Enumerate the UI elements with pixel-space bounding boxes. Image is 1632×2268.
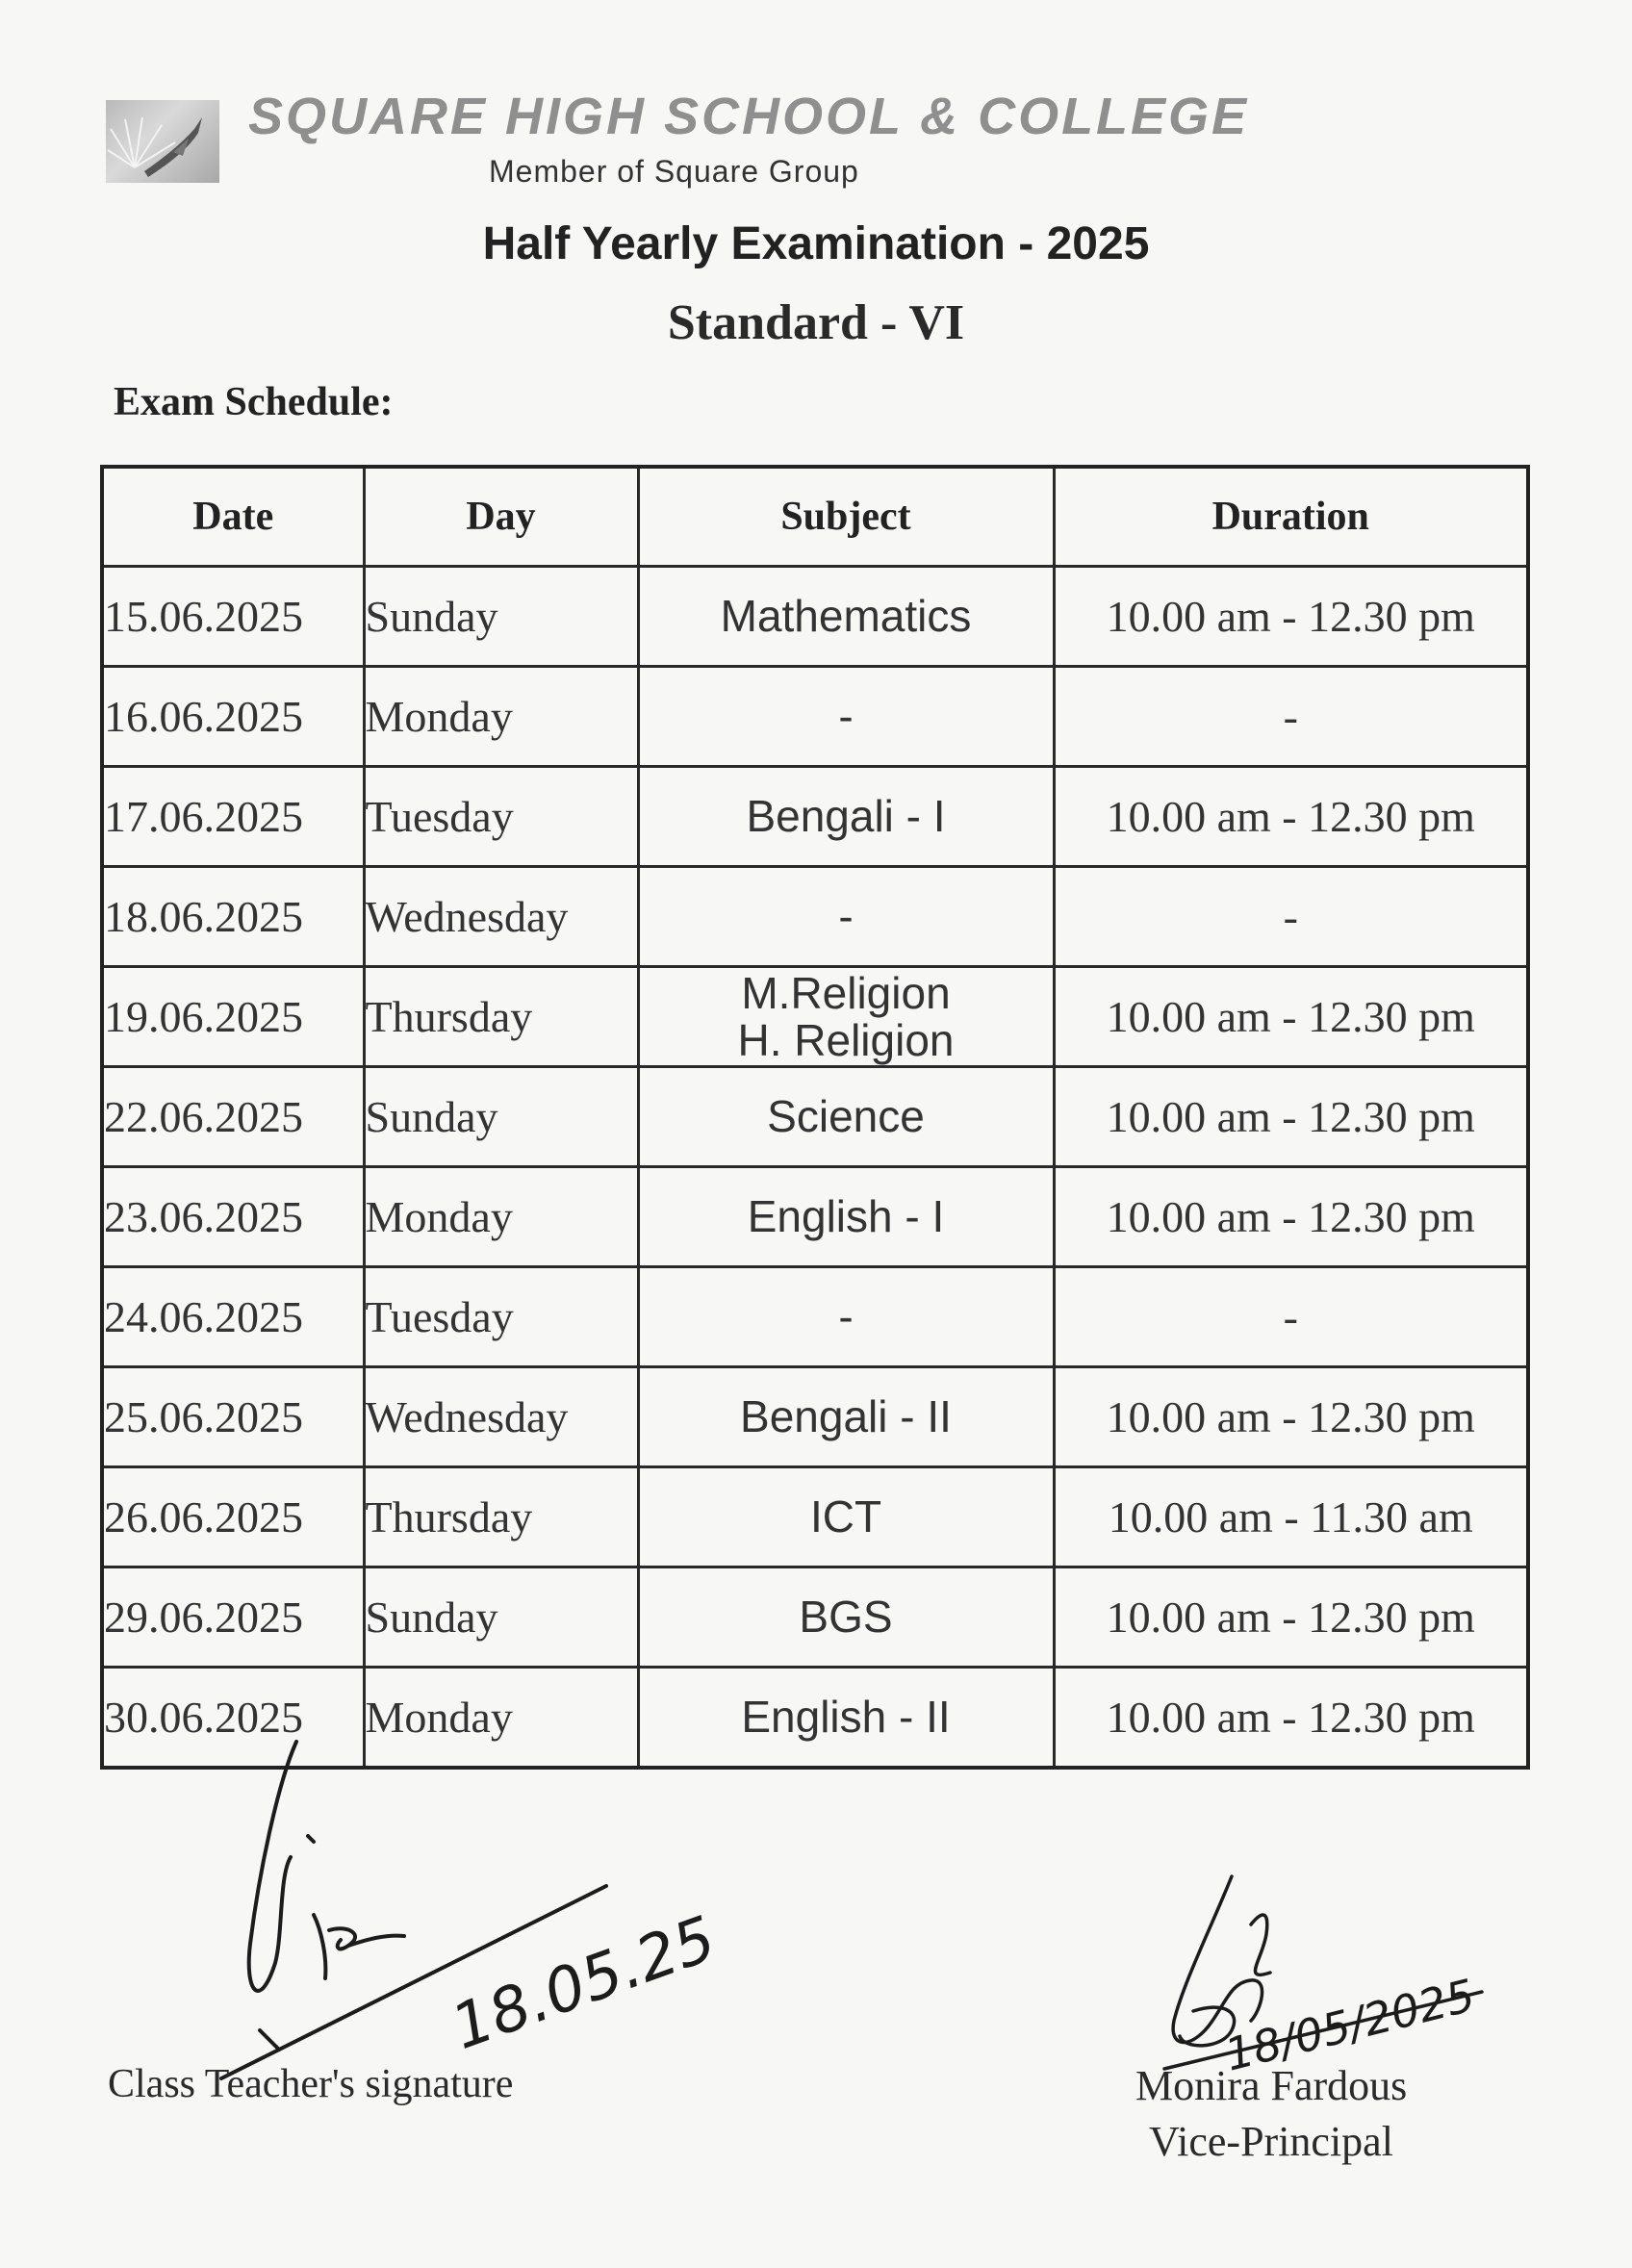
subject-cell bbox=[638, 567, 1054, 667]
date-cell: 17.06.2025 bbox=[102, 767, 364, 867]
column-header-duration: Duration bbox=[1054, 467, 1528, 567]
day-cell: Sunday bbox=[364, 567, 638, 667]
date-cell: 22.06.2025 bbox=[102, 1067, 364, 1167]
member-line: Member of Square Group bbox=[489, 154, 859, 189]
vice-principal-signature-date: 18/05/2025 bbox=[1219, 1969, 1480, 2081]
duration-cell: 10.00 am - 12.30 pm bbox=[1054, 1668, 1528, 1769]
table-row bbox=[102, 567, 1528, 667]
subject-cell bbox=[638, 1367, 1054, 1467]
subject-cell bbox=[638, 1267, 1054, 1367]
day-cell: Monday bbox=[364, 1668, 638, 1769]
exam-title: Half Yearly Examination - 2025 bbox=[482, 218, 1150, 269]
subject-cell bbox=[638, 1668, 1054, 1769]
table-row bbox=[102, 867, 1528, 967]
subject-cell bbox=[638, 1067, 1054, 1167]
subject-cell bbox=[638, 667, 1054, 767]
table-row bbox=[102, 1267, 1528, 1367]
school-name: SQUARE HIGH SCHOOL & COLLEGE bbox=[248, 88, 1250, 145]
subject-line: Bengali - II bbox=[740, 1391, 952, 1442]
subject-cell bbox=[638, 1167, 1054, 1267]
subject-cell bbox=[638, 1567, 1054, 1668]
column-header-subject: Subject bbox=[638, 467, 1054, 567]
date-cell: 19.06.2025 bbox=[102, 967, 364, 1067]
header-row bbox=[102, 467, 1528, 567]
exam-schedule-table bbox=[100, 465, 1530, 1770]
day-cell: Monday bbox=[364, 667, 638, 767]
day-cell: Thursday bbox=[364, 967, 638, 1067]
subject-cell bbox=[638, 867, 1054, 967]
date-cell: 30.06.2025 bbox=[102, 1668, 364, 1769]
sunrise-bird-icon bbox=[106, 100, 219, 183]
school-logo bbox=[106, 100, 219, 183]
day-cell: Tuesday bbox=[364, 1267, 638, 1367]
date-cell: 15.06.2025 bbox=[102, 567, 364, 667]
subject-line: M.Religion bbox=[741, 968, 951, 1019]
subject-line: Science bbox=[767, 1091, 925, 1142]
duration-cell: - bbox=[1054, 1267, 1528, 1367]
day-cell: Monday bbox=[364, 1167, 638, 1267]
column-header-date: Date bbox=[102, 467, 364, 567]
day-cell: Wednesday bbox=[364, 867, 638, 967]
column-header-day: Day bbox=[364, 467, 638, 567]
subject-line: - bbox=[838, 1291, 854, 1342]
duration-cell: 10.00 am - 12.30 pm bbox=[1054, 967, 1528, 1067]
table-row bbox=[102, 767, 1528, 867]
subject-line: ICT bbox=[809, 1491, 882, 1542]
duration-cell: - bbox=[1054, 667, 1528, 767]
duration-cell: 10.00 am - 11.30 am bbox=[1054, 1467, 1528, 1567]
table-row bbox=[102, 1567, 1528, 1668]
day-cell: Thursday bbox=[364, 1467, 638, 1567]
duration-cell: 10.00 am - 12.30 pm bbox=[1054, 1167, 1528, 1267]
subject-line: BGS bbox=[799, 1592, 893, 1643]
subject-line: H. Religion bbox=[737, 1014, 955, 1065]
date-cell: 23.06.2025 bbox=[102, 1167, 364, 1267]
subject-cell bbox=[638, 767, 1054, 867]
class-teacher-caption: Class Teacher's signature bbox=[108, 2062, 514, 2106]
duration-cell: 10.00 am - 12.30 pm bbox=[1054, 1367, 1528, 1467]
schedule-label: Exam Schedule: bbox=[114, 380, 394, 424]
date-cell: 26.06.2025 bbox=[102, 1467, 364, 1567]
class-teacher-signature bbox=[221, 1722, 726, 2078]
subject-line: Mathematics bbox=[720, 591, 972, 642]
table-row bbox=[102, 967, 1528, 1067]
vice-principal-name: Monira Fardous bbox=[1135, 2062, 1408, 2109]
day-cell: Sunday bbox=[364, 1067, 638, 1167]
duration-cell: 10.00 am - 12.30 pm bbox=[1054, 567, 1528, 667]
table-row bbox=[102, 1067, 1528, 1167]
day-cell: Sunday bbox=[364, 1567, 638, 1668]
table-row bbox=[102, 1367, 1528, 1467]
subject-cell bbox=[638, 1467, 1054, 1567]
duration-cell: 10.00 am - 12.30 pm bbox=[1054, 1067, 1528, 1167]
day-cell: Wednesday bbox=[364, 1367, 638, 1467]
standard-heading: Standard - VI bbox=[667, 295, 965, 350]
date-cell: 24.06.2025 bbox=[102, 1267, 364, 1367]
duration-cell: 10.00 am - 12.30 pm bbox=[1054, 1567, 1528, 1668]
schedule-rows bbox=[102, 567, 1528, 1769]
date-cell: 16.06.2025 bbox=[102, 667, 364, 767]
subject-line: English - I bbox=[747, 1191, 945, 1242]
table-row bbox=[102, 1167, 1528, 1267]
table-row bbox=[102, 667, 1528, 767]
duration-cell: - bbox=[1054, 867, 1528, 967]
date-cell: 29.06.2025 bbox=[102, 1567, 364, 1668]
subject-line: Bengali - I bbox=[746, 791, 946, 842]
table-row bbox=[102, 1467, 1528, 1567]
subject-cell bbox=[638, 967, 1054, 1067]
day-cell: Tuesday bbox=[364, 767, 638, 867]
teacher-signature-date: 18.05.25 bbox=[443, 1903, 726, 2065]
vice-principal-role: Vice-Principal bbox=[1149, 2118, 1393, 2165]
subject-line: - bbox=[838, 891, 854, 942]
subject-line: English - II bbox=[741, 1692, 951, 1743]
subject-line: - bbox=[838, 691, 854, 742]
vice-principal-signature bbox=[1145, 1867, 1492, 2088]
duration-cell: 10.00 am - 12.30 pm bbox=[1054, 767, 1528, 867]
date-cell: 18.06.2025 bbox=[102, 867, 364, 967]
date-cell: 25.06.2025 bbox=[102, 1367, 364, 1467]
